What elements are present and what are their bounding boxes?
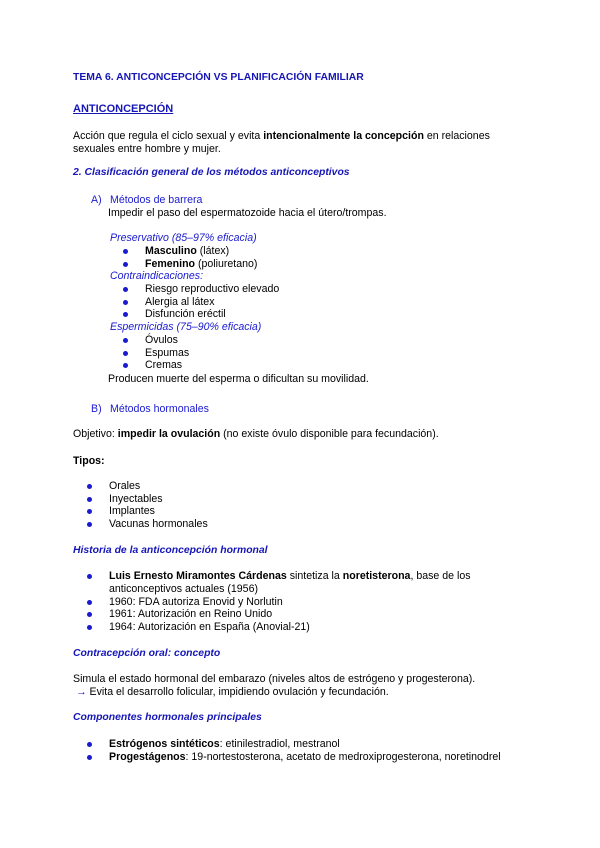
objetivo-post: (no existe óvulo disponible para fecundación). <box>220 428 439 440</box>
intro-line-1 <box>73 130 490 143</box>
masculino-label: Masculino <box>145 245 197 257</box>
tipo-item-text: Vacunas hormonales <box>109 518 208 530</box>
historia-item-text: 1964: Autorización en España (Anovial-21) <box>109 621 310 633</box>
bullet-icon <box>123 300 128 305</box>
barrera-label: Métodos de barrera <box>110 194 203 206</box>
historia-item1-mid: sintetiza la <box>286 570 343 582</box>
espermicidas-note: Producen muerte del esperma o dificultan su movilidad. <box>108 373 369 385</box>
bullet-icon <box>123 312 128 317</box>
contra-item-text: Riesgo reproductivo elevado <box>145 283 280 295</box>
objetivo-pre: Objetivo: <box>73 428 118 440</box>
esp-item-text: Espumas <box>145 347 190 359</box>
tipo-item-text: Inyectables <box>109 493 163 505</box>
objetivo-bold: impedir la ovulación <box>117 428 221 440</box>
hormonales-label: Métodos hormonales <box>110 403 209 415</box>
objetivo-line <box>73 428 439 441</box>
barrera-desc: Impedir el paso del espermatozoide hacia el útero/trompas. <box>108 207 387 219</box>
bullet-icon <box>123 338 128 343</box>
espermicidas-heading: Espermicidas (75–90% eficacia) <box>110 321 262 333</box>
oral-heading: Contracepción oral: concepto <box>73 648 221 659</box>
intro-text-post: en relaciones <box>423 130 490 142</box>
componentes-heading: Componentes hormonales principales <box>73 712 262 723</box>
hormonales-marker: B) <box>91 403 102 415</box>
historia-heading: Historia de la anticoncepción hormonal <box>73 545 268 556</box>
intro-text-bold: intencionalmente la concepción <box>263 130 424 142</box>
bullet-icon <box>87 625 92 630</box>
bullet-icon <box>123 249 128 254</box>
page-title: TEMA 6. ANTICONCEPCIÓN VS PLANIFICACIÓN FAMILIAR <box>73 72 364 83</box>
oral-line-1: Simula el estado hormonal del embarazo (niveles altos de estrógeno y progesterona). <box>73 673 476 685</box>
clasificacion-heading: 2. Clasificación general de los métodos anticonceptivos <box>73 167 350 178</box>
masculino-desc: (látex) <box>196 245 230 257</box>
bullet-icon <box>123 351 128 356</box>
bullet-icon <box>87 612 92 617</box>
historia-item-text: 1961: Autorización en Reino Unido <box>109 608 273 620</box>
bullet-icon <box>87 600 92 605</box>
bullet-icon <box>87 755 92 760</box>
femenino-label: Femenino <box>145 258 196 270</box>
historia-item1-line2: anticonceptivos actuales (1956) <box>109 583 258 595</box>
bullet-icon <box>87 522 92 527</box>
tipos-heading: Tipos: <box>73 455 105 467</box>
esp-item-text: Óvulos <box>145 334 178 346</box>
miramontes-name: Luis Ernesto Miramontes Cárdenas <box>109 570 287 582</box>
progestagenos-desc: : 19-nortestosterona, acetato de medroxiprogesterona, noretinodrel <box>185 751 501 763</box>
progestagenos-label: Progestágenos <box>109 751 186 763</box>
intro-text-pre: Acción que regula el ciclo sexual y evita <box>73 130 264 142</box>
contra-item-text: Alergia al látex <box>145 296 215 308</box>
bullet-icon <box>87 574 92 579</box>
oral-line-2-text: Evita el desarrollo folicular, impidiendo ovulación y fecundación. <box>86 686 389 698</box>
section-heading: ANTICONCEPCIÓN <box>73 103 174 115</box>
esp-item-text: Cremas <box>145 359 183 371</box>
barrera-marker: A) <box>91 194 102 206</box>
tipo-item-text: Implantes <box>109 505 155 517</box>
femenino-desc: (poliuretano) <box>195 258 258 270</box>
contra-item-text: Disfunción eréctil <box>145 308 226 320</box>
arrow-right-icon: → <box>76 686 87 698</box>
preservativo-heading: Preservativo (85–97% eficacia) <box>110 232 257 244</box>
bullet-icon <box>123 287 128 292</box>
bullet-icon <box>87 509 92 514</box>
historia-item-text: 1960: FDA autoriza Enovid y Norlutin <box>109 596 283 608</box>
bullet-icon <box>87 497 92 502</box>
historia-item1-post: , base de los <box>410 570 471 582</box>
tipo-item-text: Orales <box>109 480 141 492</box>
estrogenos-label: Estrógenos sintéticos <box>109 738 220 750</box>
noretisterona-term: noretisterona <box>342 570 411 582</box>
oral-line-2 <box>73 686 389 699</box>
bullet-icon <box>123 363 128 368</box>
bullet-icon <box>87 484 92 489</box>
contraindicaciones-heading: Contraindicaciones: <box>110 270 204 282</box>
bullet-icon <box>123 262 128 267</box>
estrogenos-desc: : etinilestradiol, mestranol <box>219 738 340 750</box>
intro-line-2: sexuales entre hombre y mujer. <box>73 143 221 155</box>
bullet-icon <box>87 742 92 747</box>
